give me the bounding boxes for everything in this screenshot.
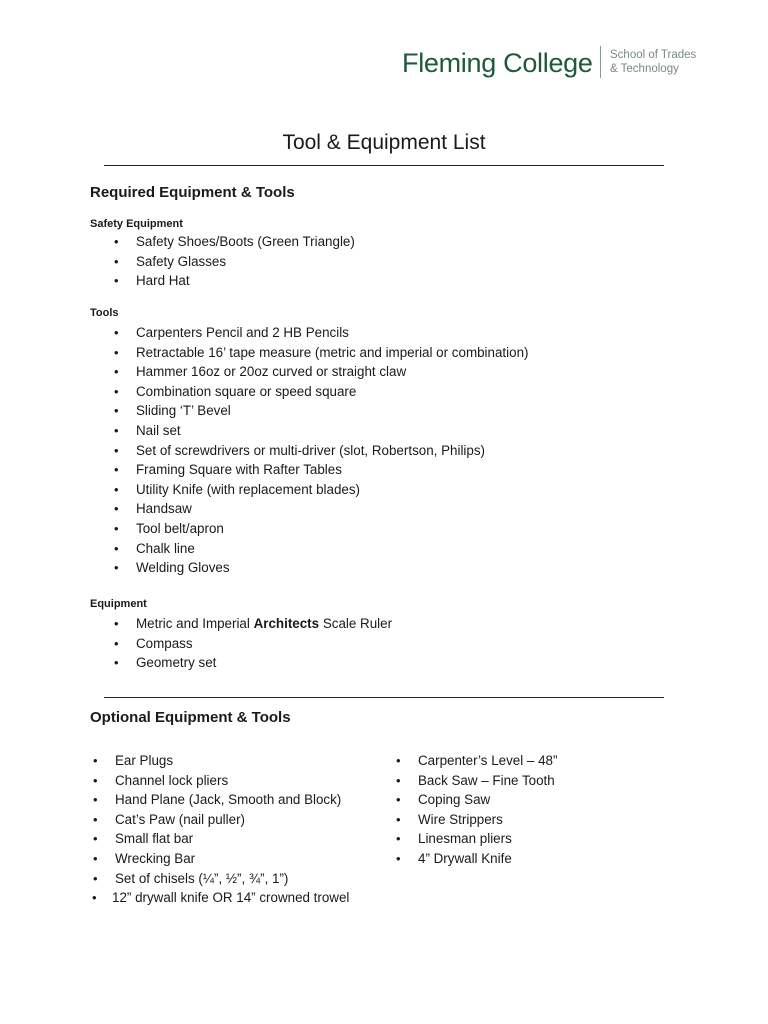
bullet-icon: •	[396, 831, 401, 847]
bullet-icon: •	[114, 253, 119, 269]
logo-sub-line2: & Technology	[610, 63, 679, 75]
optional-list-right	[396, 751, 558, 869]
bullet-icon: •	[93, 753, 98, 768]
list-item: • 12” drywall knife OR 14” crowned trowel	[112, 888, 349, 908]
list-item: • Utility Knife (with replacement blades)	[136, 480, 528, 500]
list-item: • Cat’s Paw (nail puller)	[115, 810, 341, 830]
list-item: • Handsaw	[136, 499, 528, 519]
list-item: • Carpenters Pencil and 2 HB Pencils	[136, 323, 528, 343]
tools-list	[114, 323, 529, 578]
list-item: • Nail set	[136, 421, 528, 441]
list-item: • Metric and Imperial Architects Scale Ruler	[136, 614, 392, 634]
list-item: • Combination square or speed square	[136, 382, 528, 402]
list-item: • Framing Square with Rafter Tables	[136, 460, 528, 480]
list-item: • Safety Shoes/Boots (Green Triangle)	[136, 232, 355, 252]
list-item: • Hammer 16oz or 20oz curved or straight claw	[136, 362, 528, 382]
bullet-icon: •	[114, 655, 119, 671]
list-item: • Retractable 16’ tape measure (metric and imperial or combination)	[136, 343, 528, 363]
list-item: • Wrecking Bar	[115, 849, 341, 869]
emphasis-text: Architects	[253, 616, 320, 631]
bullet-icon: •	[396, 772, 401, 788]
tools-label: Tools	[90, 307, 119, 319]
bullet-icon: •	[114, 501, 119, 517]
bullet-icon: •	[114, 273, 119, 289]
bullet-icon: •	[114, 560, 119, 576]
bullet-icon: •	[93, 831, 98, 847]
logo-sub-line1: School of Trades	[610, 49, 697, 61]
bullet-icon: •	[92, 890, 97, 906]
bullet-icon: •	[93, 870, 98, 886]
document-title: Tool & Equipment List	[282, 131, 486, 154]
bullet-icon: •	[93, 850, 98, 866]
list-item: • Back Saw – Fine Tooth	[418, 771, 557, 791]
bullet-icon: •	[93, 792, 98, 808]
title-divider	[104, 165, 664, 166]
bullet-icon: •	[114, 481, 119, 497]
list-item: • 4” Drywall Knife	[418, 849, 557, 869]
bullet-icon: •	[114, 422, 119, 438]
list-item: • Ear Plugs	[115, 751, 341, 771]
bullet-icon: •	[114, 520, 119, 536]
list-item: • Hand Plane (Jack, Smooth and Block)	[115, 790, 341, 810]
section-divider	[104, 697, 664, 698]
list-item: • Set of chisels (¼”, ½”, ¾”, 1”)	[115, 869, 341, 889]
bullet-icon: •	[396, 811, 401, 827]
bullet-icon: •	[114, 442, 119, 458]
list-item: • Tool belt/apron	[136, 519, 528, 539]
bullet-icon: •	[114, 364, 119, 380]
optional-heading: Optional Equipment & Tools	[90, 709, 291, 726]
list-item: • Channel lock pliers	[115, 771, 341, 791]
list-item: • Chalk line	[136, 539, 528, 559]
logo-school-name	[610, 48, 696, 76]
bullet-icon: •	[93, 811, 98, 827]
list-item: • Safety Glasses	[136, 252, 355, 272]
list-item: • Hard Hat	[136, 271, 355, 291]
bullet-icon: •	[114, 462, 119, 478]
optional-list-last	[92, 888, 350, 908]
bullet-icon: •	[93, 772, 98, 788]
list-item: • Linesman pliers	[418, 829, 557, 849]
equipment-label: Equipment	[90, 598, 147, 610]
bullet-icon: •	[114, 616, 119, 631]
list-item: • Geometry set	[136, 653, 392, 673]
bullet-icon: •	[114, 383, 119, 399]
safety-equipment-list	[114, 232, 355, 291]
required-heading: Required Equipment & Tools	[90, 184, 295, 201]
bullet-icon: •	[396, 753, 401, 768]
bullet-icon: •	[114, 403, 119, 419]
list-item: • Small flat bar	[115, 829, 341, 849]
optional-list-left	[93, 751, 342, 888]
list-item: • Wire Strippers	[418, 810, 557, 830]
bullet-icon: •	[396, 792, 401, 808]
bullet-icon: •	[114, 234, 119, 249]
list-item: • Coping Saw	[418, 790, 557, 810]
list-item: • Sliding ‘T’ Bevel	[136, 401, 528, 421]
bullet-icon: •	[114, 325, 119, 340]
bullet-icon: •	[114, 540, 119, 556]
list-item: • Compass	[136, 634, 392, 654]
bullet-icon: •	[396, 850, 401, 866]
list-item: • Set of screwdrivers or multi-driver (slot, Robertson, Philips)	[136, 441, 528, 461]
safety-equipment-label: Safety Equipment	[90, 218, 183, 230]
logo-name: Fleming College	[402, 48, 593, 78]
list-item: • Carpenter’s Level – 48”	[418, 751, 557, 771]
equipment-list	[114, 614, 393, 673]
bullet-icon: •	[114, 344, 119, 360]
list-item: • Welding Gloves	[136, 558, 528, 578]
bullet-icon: •	[114, 635, 119, 651]
logo-divider	[600, 46, 601, 78]
